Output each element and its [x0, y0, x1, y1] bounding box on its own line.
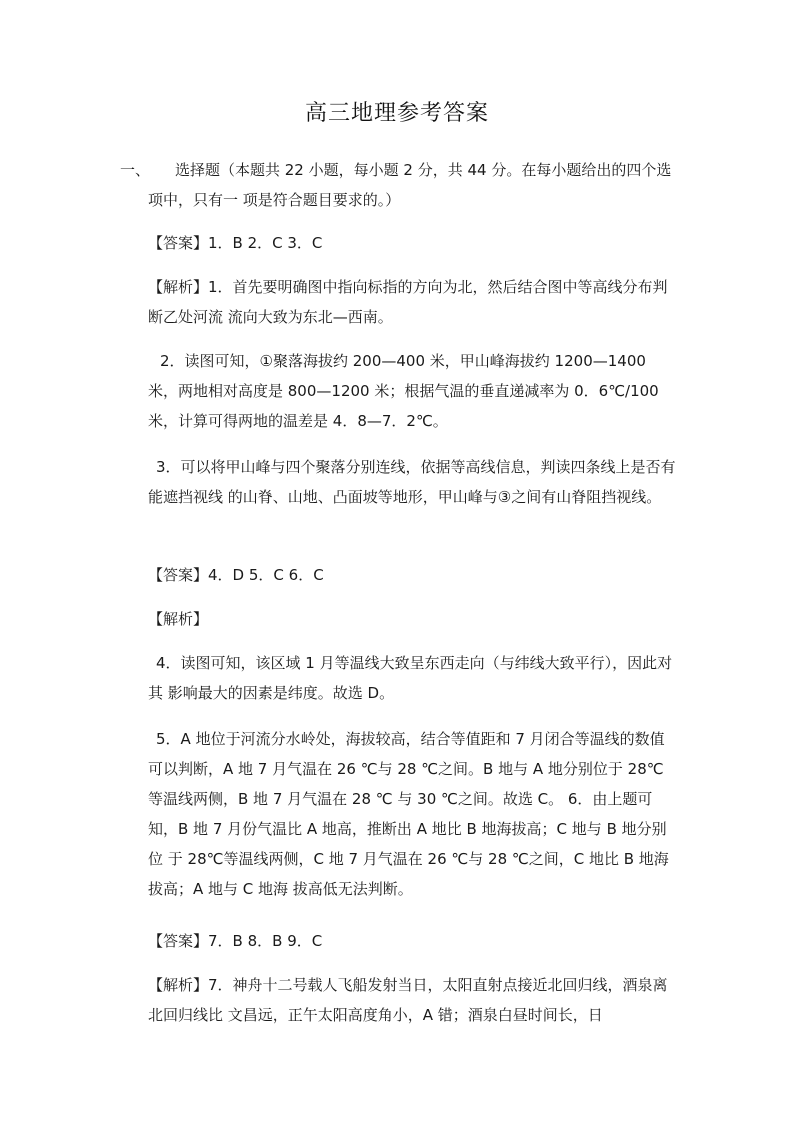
analysis-paragraph: 【解析】1．首先要明确图中指向标指的方向为北，然后结合图中等高线分布判断乙处河流 流向大致为东北—西南。: [148, 278, 668, 326]
answer-line: 【答案】7．B 8．B 9．C: [148, 932, 323, 950]
answer-line: 【答案】1．B 2．C 3．C: [148, 234, 323, 252]
analysis-paragraph: 3．可以将甲山峰与四个聚落分别连线，依据等高线信息，判读四条线上是否有能遮挡视线 的山脊、山地、凸面坡等地形，甲山峰与③之间有山脊阻挡视线。: [148, 458, 676, 506]
section-description: 选择题（本题共 22 小题，每小题 2 分，共 44 分。在每小题给出的四个选项中，只有一 项是符合题目要求的。）: [148, 161, 672, 209]
analysis-paragraph: 【解析】7．神舟十二号载人飞船发射当日，太阳直射点接近北回归线，酒泉离北回归线比 文昌远，正午太阳高度角小，A 错；酒泉白昼时间长，日: [148, 976, 668, 1024]
analysis-paragraph: 4．读图可知，该区域 1 月等温线大致呈东西走向（与纬线大致平行），因此对其 影响最大的因素是纬度。故选 D。: [148, 654, 673, 702]
analysis-paragraph: 5．A 地位于河流分水岭处，海拔较高，结合等值距和 7 月闭合等温线的数值可以判断，A 地 7 月气温在 26 ℃与 28 ℃之间。B 地与 A 地分别位于 28℃等温线两侧，B 地 7 月气温在 28 ℃ 与 30 ℃之间。故选 C。 6．由上题可知，B 地 7 月份气温比 A 地高，推断出 A 地比 B 地海拔高；C 地与 B 地分别位 于 28℃等温线两侧，C 地 7 月气温在 26 ℃与 28 ℃之间，C 地比 B 地海拔高；A 地与 C 地海 拔高低无法判断。: [148, 730, 669, 898]
answer-line: 【答案】4．D 5．C 6．C: [148, 566, 324, 584]
analysis-paragraph: 2．读图可知，①聚落海拔约 200—400 米，甲山峰海拔约 1200—1400 米，两地相对高度是 800—1200 米；根据气温的垂直递减率为 0．6℃/100 米，计算可得两地的温差是 4．8—7．2℃。: [148, 352, 659, 430]
section-number: 一、: [120, 161, 151, 179]
analysis-heading: 【解析】: [148, 610, 209, 628]
page-title: 高三地理参考答案: [304, 101, 489, 126]
section-heading: [120, 155, 680, 215]
